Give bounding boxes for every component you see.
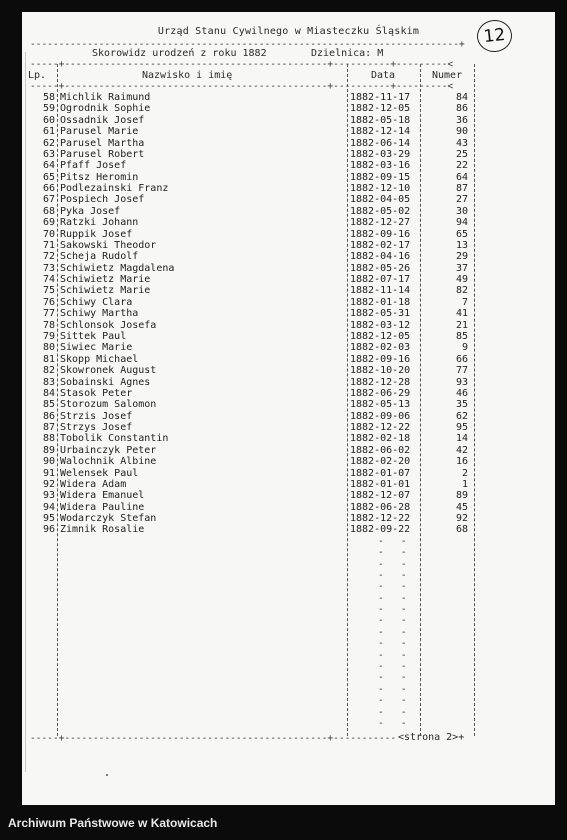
entry-name: Pfaff Josef	[60, 160, 127, 172]
table-row	[22, 172, 555, 183]
empty-row-marker: - -	[378, 547, 407, 559]
entry-date: 1882-05-31	[350, 308, 411, 320]
entry-number: 45	[455, 501, 468, 513]
table-row	[22, 479, 555, 490]
entry-date: 1882-02-03	[350, 342, 411, 354]
entry-name: Skowronek August	[60, 365, 157, 377]
entry-lp: 69	[42, 217, 55, 229]
entry-name: Schiwietz Marie	[60, 274, 151, 286]
entry-date: 1882-03-12	[350, 319, 411, 331]
empty-row-marker: - -	[378, 581, 407, 593]
entry-lp: 86	[42, 410, 55, 422]
entry-number: 82	[455, 285, 468, 297]
entry-number: 86	[455, 103, 468, 115]
entry-number: 89	[455, 490, 468, 502]
entry-name: Widera Pauline	[60, 501, 145, 513]
entry-date: 1882-12-05	[350, 103, 411, 115]
entry-number: 62	[455, 410, 468, 422]
table-row	[22, 217, 555, 228]
entry-lp: 96	[42, 524, 55, 536]
entry-lp: 84	[42, 387, 55, 399]
entry-number: 2	[461, 467, 468, 479]
entry-lp: 76	[42, 296, 55, 308]
entry-number: 35	[455, 399, 468, 411]
entry-name: Widera Emanuel	[60, 490, 145, 502]
entry-name: Skopp Michael	[60, 353, 139, 365]
archive-footer	[0, 805, 567, 840]
entry-lp: 81	[42, 353, 55, 365]
entry-name: Zimnik Rosalie	[60, 524, 145, 536]
empty-row-marker: - -	[378, 569, 407, 581]
entry-date: 1882-12-05	[350, 330, 411, 342]
entry-name: Pitsz Heromin	[60, 171, 139, 183]
entry-date: 1882-06-14	[350, 137, 411, 149]
entry-lp: 60	[42, 114, 55, 126]
entry-lp: 72	[42, 251, 55, 263]
table-row	[22, 490, 555, 501]
table-row	[22, 399, 555, 410]
entry-name: Strzis Josef	[60, 410, 133, 422]
empty-row-marker: - -	[378, 638, 407, 650]
entry-date: 1882-04-16	[350, 251, 411, 263]
entry-date: 1882-02-17	[350, 239, 411, 251]
table-row	[22, 274, 555, 285]
table-row	[22, 183, 555, 194]
entry-name: Strzys Josef	[60, 422, 133, 434]
entry-number: 37	[455, 262, 468, 274]
empty-row-marker: - -	[378, 706, 407, 718]
entry-lp: 91	[42, 467, 55, 479]
entry-name: Ratzki Johann	[60, 217, 139, 229]
document-page	[22, 12, 555, 805]
entry-date: 1882-05-18	[350, 114, 411, 126]
entry-date: 1882-02-20	[350, 456, 411, 468]
entry-number: 21	[455, 319, 468, 331]
entry-date: 1882-12-10	[350, 183, 411, 195]
empty-row-marker: - -	[378, 615, 407, 627]
entry-date: 1882-04-05	[350, 194, 411, 206]
entry-date: 1882-03-16	[350, 160, 411, 172]
entry-lp: 67	[42, 194, 55, 206]
entry-name: Siwiec Marie	[60, 342, 133, 354]
table-row	[22, 433, 555, 444]
table-row	[22, 445, 555, 456]
empty-row-marker: - -	[378, 661, 407, 672]
entry-lp: 85	[42, 399, 55, 411]
entry-date: 1882-02-18	[350, 433, 411, 445]
col-date-header: Data	[371, 70, 396, 81]
archive-page-number-stamp: 12	[475, 18, 513, 53]
entry-date: 1882-06-29	[350, 387, 411, 399]
entry-date: 1882-06-02	[350, 444, 411, 456]
entry-lp: 68	[42, 205, 55, 217]
table-row	[22, 206, 555, 217]
table-row	[22, 422, 555, 433]
empty-row-marker: - -	[378, 717, 407, 729]
page-navigation: <strona 2>+	[398, 732, 465, 743]
entry-lp: 87	[42, 422, 55, 434]
entry-date: 1882-01-07	[350, 467, 411, 479]
entry-name: Parusel Robert	[60, 148, 145, 160]
entry-number: 77	[455, 365, 468, 377]
entry-name: Pospiech Josef	[60, 194, 145, 206]
entry-date: 1882-06-28	[350, 501, 411, 513]
table-row	[22, 92, 555, 103]
entry-lp: 79	[42, 330, 55, 342]
table-row	[22, 229, 555, 240]
entry-date: 1882-12-27	[350, 217, 411, 229]
table-row	[22, 149, 555, 160]
table-row	[22, 297, 555, 308]
entry-name: Walochnik Albine	[60, 456, 157, 468]
table-row	[22, 103, 555, 114]
entry-date: 1882-07-17	[350, 274, 411, 286]
entry-name: Podlezainski Franz	[60, 183, 169, 195]
table-row	[22, 251, 555, 262]
table-row	[22, 308, 555, 319]
empty-row-marker: - -	[378, 626, 407, 638]
entry-name: Schiwy Martha	[60, 308, 139, 320]
entry-name: Parusel Martha	[60, 137, 145, 149]
entry-number: 65	[455, 228, 468, 240]
table-row	[22, 240, 555, 251]
table-row	[22, 342, 555, 353]
empty-row-marker: - -	[378, 604, 407, 616]
entry-name: Michlik Raimund	[60, 92, 151, 103]
entry-number: 25	[455, 148, 468, 160]
table-row	[22, 524, 555, 535]
table-row	[22, 365, 555, 376]
table-row	[22, 468, 555, 479]
entry-number: 1	[461, 478, 468, 490]
entry-name: Storozum Salomon	[60, 399, 157, 411]
entry-lp: 88	[42, 433, 55, 445]
table-row	[22, 411, 555, 422]
entry-name: Pyka Josef	[60, 205, 121, 217]
entry-date: 1882-09-22	[350, 524, 411, 536]
table-row	[22, 126, 555, 137]
table-row	[22, 377, 555, 388]
table-row	[22, 502, 555, 513]
entry-number: 22	[455, 160, 468, 172]
entry-lp: 89	[42, 444, 55, 456]
empty-row-marker: - -	[378, 535, 407, 547]
office-title: Urząd Stanu Cywilnego w Miasteczku Śląskim	[157, 26, 420, 37]
entry-number: 49	[455, 274, 468, 286]
entry-name: Scheja Rudolf	[60, 251, 139, 263]
entry-name: Sittek Paul	[60, 330, 127, 342]
entry-lp: 58	[42, 92, 55, 103]
entry-name: Schiwietz Marie	[60, 285, 151, 297]
entry-name: Widera Adam	[60, 478, 127, 490]
entry-name: Parusel Marie	[60, 126, 139, 138]
entry-date: 1882-09-06	[350, 410, 411, 422]
entry-name: Stasok Peter	[60, 387, 133, 399]
entry-number: 87	[455, 183, 468, 195]
entry-number: 66	[455, 353, 468, 365]
entry-lp: 93	[42, 490, 55, 502]
entry-number: 42	[455, 444, 468, 456]
empty-row-marker: - -	[378, 672, 407, 684]
entry-lp: 62	[42, 137, 55, 149]
entry-lp: 64	[42, 160, 55, 172]
entry-name: Schiwietz Magdalena	[60, 262, 175, 274]
entry-number: 93	[455, 376, 468, 388]
entry-date: 1882-12-28	[350, 376, 411, 388]
entry-date: 1882-03-29	[350, 148, 411, 160]
table-row	[22, 331, 555, 342]
entry-number: 41	[455, 308, 468, 320]
entry-lp: 71	[42, 239, 55, 251]
entry-number: 27	[455, 194, 468, 206]
header-bottom-rule: -----+----------------------------------------------+----------+---------<	[30, 81, 454, 92]
entry-lp: 94	[42, 501, 55, 513]
entry-number: 29	[455, 251, 468, 263]
entry-date: 1882-11-14	[350, 285, 411, 297]
archive-name: Archiwum Państwowe w Katowicach	[8, 816, 218, 830]
entry-number: 92	[455, 513, 468, 525]
entry-name: Urbainczyk Peter	[60, 444, 157, 456]
entry-lp: 70	[42, 228, 55, 240]
entry-lp: 74	[42, 274, 55, 286]
entry-lp: 66	[42, 183, 55, 195]
entry-date: 1882-09-16	[350, 228, 411, 240]
entry-number: 85	[455, 330, 468, 342]
entry-lp: 59	[42, 103, 55, 115]
entry-number: 14	[455, 433, 468, 445]
entry-name: Tobolik Constantin	[60, 433, 169, 445]
empty-row-marker: - -	[378, 592, 407, 604]
entry-lp: 73	[42, 262, 55, 274]
col-number-header: Numer	[432, 70, 463, 81]
entry-lp: 90	[42, 456, 55, 468]
entry-lp: 82	[42, 365, 55, 377]
register-subtitle: Skorowidz urodzeń z roku 1882	[92, 48, 267, 59]
entry-date: 1882-05-13	[350, 399, 411, 411]
entry-date: 1882-01-01	[350, 478, 411, 490]
entry-lp: 61	[42, 126, 55, 138]
entry-name: Ruppik Josef	[60, 228, 133, 240]
entry-lp: 83	[42, 376, 55, 388]
col-name-header: Nazwisko i imię	[142, 70, 233, 81]
entry-date: 1882-11-17	[350, 92, 411, 103]
entry-number: 30	[455, 205, 468, 217]
entry-date: 1882-12-07	[350, 490, 411, 502]
table-row	[22, 138, 555, 149]
entry-number: 68	[455, 524, 468, 536]
empty-row-marker: - -	[378, 558, 407, 570]
header-top-rule: -----+----------------------------------------------+----------+---------<	[30, 59, 454, 70]
entry-name: Welensek Paul	[60, 467, 139, 479]
entry-name: Sobainski Agnes	[60, 376, 151, 388]
entry-name: Ogrodnik Sophie	[60, 103, 151, 115]
entry-name: Sakowski Theodor	[60, 239, 157, 251]
entry-number: 36	[455, 114, 468, 126]
table-row	[22, 194, 555, 205]
entry-date: 1882-01-18	[350, 296, 411, 308]
table-row	[22, 320, 555, 331]
top-rule: ---------------------------------------------------------------------------+	[30, 39, 465, 50]
empty-row-marker: - -	[378, 695, 407, 707]
empty-row-marker: - -	[378, 649, 407, 661]
entry-date: 1882-12-22	[350, 422, 411, 434]
entry-date: 1882-10-20	[350, 365, 411, 377]
entry-date: 1882-09-16	[350, 353, 411, 365]
entry-lp: 75	[42, 285, 55, 297]
col-lp-header: Lp.	[28, 70, 47, 81]
entry-number: 46	[455, 387, 468, 399]
entry-number: 13	[455, 239, 468, 251]
table-row	[22, 354, 555, 365]
entry-date: 1882-05-02	[350, 205, 411, 217]
entry-lp: 80	[42, 342, 55, 354]
entry-lp: 77	[42, 308, 55, 320]
entry-name: Wodarczyk Stefan	[60, 513, 157, 525]
entry-number: 43	[455, 137, 468, 149]
entry-lp: 92	[42, 478, 55, 490]
bottom-rule: -----+----------------------------------------------+-----------	[30, 733, 397, 744]
entry-number: 84	[455, 92, 468, 103]
table-row	[22, 115, 555, 126]
entry-number: 95	[455, 422, 468, 434]
entry-name: Ossadnik Josef	[60, 114, 145, 126]
table-row	[22, 160, 555, 171]
entry-name: Schiwy Clara	[60, 296, 133, 308]
empty-row-marker: - -	[378, 683, 407, 695]
entry-lp: 95	[42, 513, 55, 525]
entry-name: Schlonsok Josefa	[60, 319, 157, 331]
entry-number: 16	[455, 456, 468, 468]
district-label: Dzielnica: M	[311, 48, 384, 59]
table-row	[22, 513, 555, 524]
entry-number: 94	[455, 217, 468, 229]
table-row	[22, 263, 555, 274]
entry-lp: 78	[42, 319, 55, 331]
table-row	[22, 285, 555, 296]
entry-date: 1882-12-14	[350, 126, 411, 138]
entry-number: 90	[455, 126, 468, 138]
scan-speck	[106, 774, 108, 776]
table-row	[22, 388, 555, 399]
entry-lp: 65	[42, 171, 55, 183]
table-row	[22, 456, 555, 467]
entry-date: 1882-12-22	[350, 513, 411, 525]
entry-number: 7	[461, 296, 468, 308]
entry-number: 64	[455, 171, 468, 183]
entry-number: 9	[461, 342, 468, 354]
entry-date: 1882-09-15	[350, 171, 411, 183]
entry-lp: 63	[42, 148, 55, 160]
entry-date: 1882-05-26	[350, 262, 411, 274]
